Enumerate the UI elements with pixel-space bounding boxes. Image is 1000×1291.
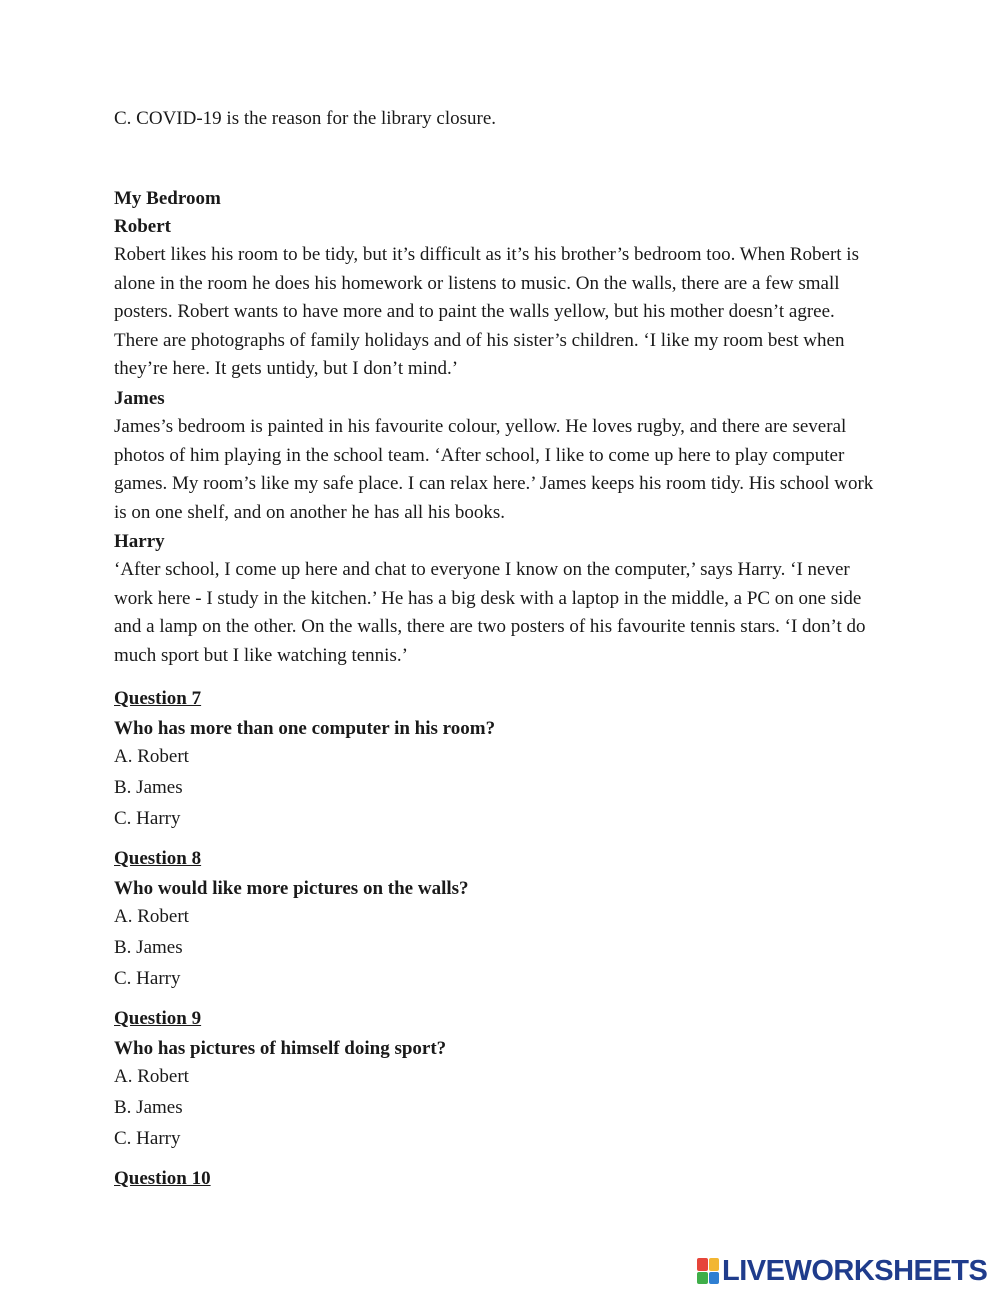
text-line: much sport but I like watching tennis.’ bbox=[114, 644, 408, 666]
text-line: they’re here. It gets untidy, but I don’t mind.’ bbox=[114, 358, 459, 380]
question-8-option-c[interactable]: C. Harry bbox=[114, 968, 181, 989]
question-7-label: Question 7 bbox=[114, 688, 202, 709]
logo-mark-icon bbox=[697, 1258, 719, 1284]
question-9-option-a[interactable]: A. Robert bbox=[114, 1066, 189, 1087]
text-line: photos of him playing in the school team. ‘After school, I like to come up here to play computer bbox=[114, 444, 845, 466]
question-9-option-c[interactable]: C. Harry bbox=[114, 1128, 181, 1149]
liveworksheets-logo bbox=[697, 1256, 987, 1286]
option-c-library: C. COVID-19 is the reason for the library closure. bbox=[114, 108, 497, 129]
question-8-label: Question 8 bbox=[114, 848, 202, 869]
text-line: posters. Robert wants to have more and to paint the walls yellow, but his mother doesn’t agree. bbox=[114, 301, 835, 323]
question-7-option-b[interactable]: B. James bbox=[114, 777, 183, 798]
james-paragraph bbox=[114, 413, 894, 527]
text-line: is on one shelf, and on another he has all his books. bbox=[114, 501, 506, 523]
robert-paragraph bbox=[114, 241, 894, 384]
text-line: games. My room’s like my safe place. I can relax here.’ James keeps his room tidy. His school work bbox=[114, 473, 874, 495]
question-8-option-a[interactable]: A. Robert bbox=[114, 906, 189, 927]
question-9-label: Question 9 bbox=[114, 1008, 202, 1029]
logo-square bbox=[709, 1272, 720, 1285]
robert-heading: Robert bbox=[114, 216, 171, 237]
question-7-option-a[interactable]: A. Robert bbox=[114, 746, 189, 767]
logo-square bbox=[697, 1272, 708, 1285]
question-7-option-c[interactable]: C. Harry bbox=[114, 808, 181, 829]
text-line: alone in the room he does his homework or listens to music. On the walls, there are a few small bbox=[114, 272, 840, 294]
text-line: ‘After school, I come up here and chat to everyone I know on the computer,’ says Harry. ‘I never bbox=[114, 559, 850, 580]
text-line: and a lamp on the other. On the walls, there are two posters of his favourite tennis stars. ‘I don’t do bbox=[114, 616, 866, 638]
logo-square bbox=[709, 1258, 720, 1271]
question-7-prompt: Who has more than one computer in his room? bbox=[114, 718, 496, 739]
question-8-prompt: Who would like more pictures on the walls? bbox=[114, 878, 469, 899]
question-9-option-b[interactable]: B. James bbox=[114, 1097, 183, 1118]
text-line: Robert likes his room to be tidy, but it’s difficult as it’s his brother’s bedroom too. When Robert is bbox=[114, 244, 859, 265]
question-8-option-b[interactable]: B. James bbox=[114, 937, 183, 958]
harry-heading: Harry bbox=[114, 531, 165, 552]
logo-text: LIVEWORKSHEETS bbox=[722, 1254, 988, 1287]
question-10-label: Question 10 bbox=[114, 1168, 211, 1189]
harry-paragraph bbox=[114, 556, 894, 670]
logo-square bbox=[697, 1258, 708, 1271]
question-9-prompt: Who has pictures of himself doing sport? bbox=[114, 1038, 447, 1059]
text-line: James’s bedroom is painted in his favourite colour, yellow. He loves rugby, and there are several bbox=[114, 416, 847, 437]
james-heading: James bbox=[114, 388, 165, 409]
text-line: work here - I study in the kitchen.’ He has a big desk with a laptop in the middle, a PC on one side bbox=[114, 587, 862, 609]
text-line: There are photographs of family holidays and of his sister’s children. ‘I like my room best when bbox=[114, 329, 845, 351]
section-title: My Bedroom bbox=[114, 188, 221, 209]
